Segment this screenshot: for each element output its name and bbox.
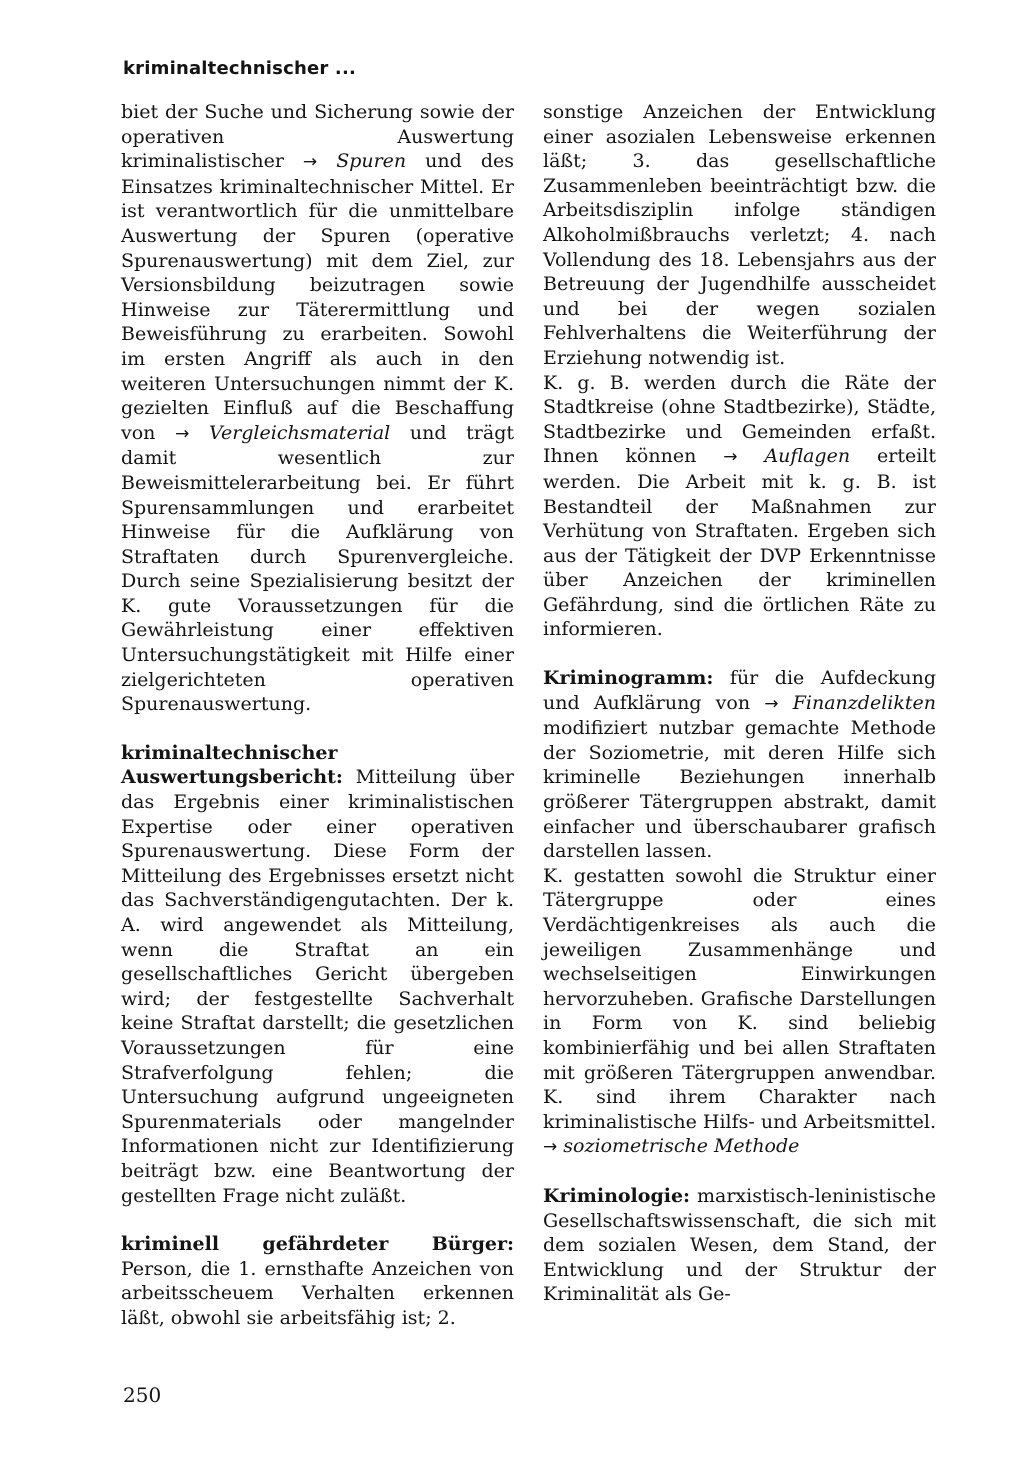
continued-entry bbox=[543, 100, 936, 371]
cross-reference-arrow-icon: → bbox=[543, 1137, 558, 1158]
entry-definition: für die Aufdeckung und Aufklärung von bbox=[543, 667, 936, 714]
entry-lemma: Kriminologie: bbox=[543, 1184, 691, 1207]
right-column bbox=[543, 100, 936, 1307]
dictionary-entry bbox=[543, 666, 936, 864]
entry-lemma: kriminaltechnischer Auswertungsbericht: bbox=[121, 741, 343, 789]
cross-reference-arrow-icon: → bbox=[175, 423, 190, 444]
cross-reference: soziometrische Methode bbox=[563, 1135, 800, 1158]
body-text: sonstige Anzeichen der Entwicklung einer asozialen Lebensweise erkennen läßt; 3. das gesellschaftliche Zusammenleben beeinträchtigt bzw. die Arbeitsdisziplin infolge ständigen Alkoholmißbrauchs verletzt; 4. nach Vollendung des 18. Lebensjahrs aus der Betreuung der Jugendhilfe ausscheidet und bei der wegen sozialen Fehlverhaltens die Weiterführung der Erziehung notwendig ist. bbox=[543, 101, 936, 369]
page-number: 250 bbox=[123, 1383, 162, 1407]
entry-definition: Person, die 1. ernsthafte Anzeichen von arbeitsscheuem Verhalten erkennen läßt, obwohl sie arbeitsfähig ist; 2. bbox=[121, 1257, 514, 1329]
entry-lemma: kriminell gefährdeter Bürger: bbox=[121, 1233, 514, 1256]
body-text: K. gestatten sowohl die Struktur einer Tätergruppe oder eines Verdächtigenkreises als auch die jeweiligen Zusammenhänge und wechselseitigen Einwirkungen hervorzuheben. Grafische Darstellungen in Form von K. sind beliebig kombinierfähig und bei allen Straftaten mit größeren Tätergruppen anwendbar. K. sind ihrem Charakter nach kriminalistische Hilfs- und Arbeitsmittel. bbox=[543, 864, 936, 1133]
body-text: und trägt damit wesentlich zur Beweismittelerarbeitung bei. Er führt Spurensammlungen und erarbeitet Hinweise für die Aufklärung von Straftaten durch Spurenvergleiche. Durch seine Spezialisierung besitzt der K. gute Voraussetzungen für die Gewährleistung einer effektiven Untersuchungstätigkeit mit Hilfe einer zielgerichteten operativen Spurenauswertung. bbox=[121, 421, 515, 716]
body-text: und des Einsatzes kriminaltechnischer Mittel. Er ist verantwortlich für die unmittelbare Auswertung der Spuren (operative Spurenauswertung) mit dem Ziel, zur Versionsbildung beizutragen sowie Hinweise zur Täterermittlung und Beweisführung zu erarbeiten. Sowohl im ersten Angriff als auch in den weiteren Untersuchungen nimmt der K. gezielten Einfluß auf die Beschaffung von bbox=[121, 150, 514, 444]
body-text: erteilt werden. Die Arbeit mit k. g. B. ist Bestandteil der Maßnahmen zur Verhütung von Straftaten. Ergeben sich aus der Tätigkeit der DVP Erkenntnisse über Anzeichen der kriminellen Gefährdung, sind die örtlichen Räte zu informieren. bbox=[543, 445, 936, 641]
dictionary-entry bbox=[121, 741, 514, 1208]
dictionary-entry bbox=[121, 1232, 514, 1330]
left-column bbox=[121, 100, 514, 1331]
running-head: kriminaltechnischer ... bbox=[123, 58, 357, 79]
body-text: K. g. B. werden durch die Räte der Stadtkreise (ohne Stadtbezirke), Städte, Stadtbezirke und Gemeinden erfaßt. Ihnen können bbox=[543, 371, 936, 468]
entry-definition: marxistisch-leninistische Gesellschaftswissenschaft, die sich mit dem sozialen Wesen, dem Stand, der Entwicklung und der Struktur der Kriminalität als Ge- bbox=[543, 1184, 936, 1306]
cross-reference-arrow-icon: → bbox=[764, 693, 779, 714]
cross-reference: Auflagen bbox=[764, 445, 851, 468]
cross-reference-arrow-icon: → bbox=[302, 152, 318, 173]
entry-definition: Mitteilung über das Ergebnis einer kriminalistischen Expertise oder einer operativen Spurenauswertung. Diese Form der Mitteilung des Ergebnisses ersetzt nicht das Sachverständigengutachten. Der k. A. wird angewendet als Mitteilung, wenn die Straftat an ein gesellschaftliches Gericht übergeben wird; der festgestellte Sachverhalt keine Straftat darstellt; die gesetzlichen Voraussetzungen für eine Strafverfolgung fehlen; die Untersuchung aufgrund ungeeigneten Spurenmaterials oder mangelnder Informationen nicht zur Identifizierung beiträgt bzw. eine Beantwortung der gestellten Frage nicht zuläßt. bbox=[121, 766, 514, 1207]
entry-definition: modifiziert nutzbar gemachte Methode der Soziometrie, mit deren Hilfe sich kriminelle Beziehungen innerhalb größerer Tätergruppen abstrakt, damit einfacher und überschaubarer grafisch darstellen lassen. bbox=[543, 717, 936, 863]
continued-entry bbox=[121, 100, 514, 717]
cross-reference: Vergleichsmaterial bbox=[208, 421, 391, 444]
entry-paragraph bbox=[543, 371, 936, 643]
body-text: biet der Suche und Sicherung sowie der operativen Auswertung kriminalistischer bbox=[121, 101, 514, 173]
cross-reference-arrow-icon: → bbox=[723, 447, 738, 468]
entry-paragraph bbox=[543, 864, 936, 1160]
dictionary-entry bbox=[543, 1184, 936, 1307]
entry-lemma: Kriminogramm: bbox=[543, 667, 714, 690]
cross-reference: Finanzdelikten bbox=[792, 691, 936, 714]
cross-reference: Spuren bbox=[336, 150, 407, 173]
